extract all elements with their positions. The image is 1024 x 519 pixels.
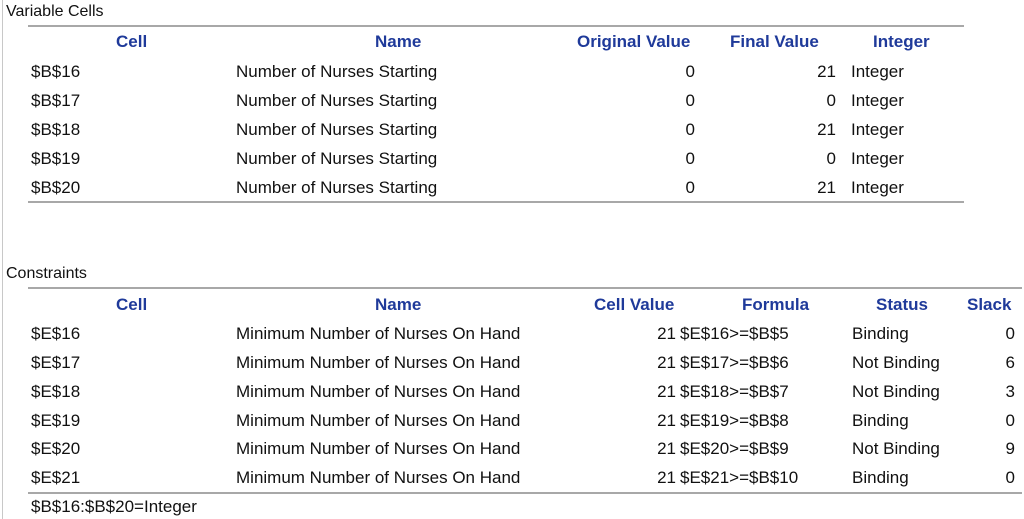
c-cell-value: 21 [657,382,676,401]
c-formula: $E$20>=$B$9 [680,439,789,458]
vc-final-value: 21 [817,62,836,81]
c-cell: $E$21 [31,468,81,487]
c-formula: $E$21>=$B$10 [680,468,799,487]
c-formula: $E$16>=$B$5 [680,324,789,343]
vc-final-value: 0 [826,91,836,110]
c-header-status: Status [876,295,928,314]
constraints-title: Constraints [6,265,87,282]
vc-original-value: 0 [685,120,695,139]
vc-cell: $B$16 [31,62,81,81]
c-cell: $E$20 [31,439,81,458]
c-formula: $E$17>=$B$6 [680,353,789,372]
constraint-row [0,352,1024,381]
c-cell-value: 21 [657,353,676,372]
vc-integer: Integer [851,91,904,110]
variable-cell-row [0,119,1024,148]
vc-original-value: 0 [685,149,695,168]
c-status: Not Binding [852,382,940,401]
c-name: Minimum Number of Nurses On Hand [236,382,521,401]
constraint-row [0,410,1024,439]
vc-cell: $B$18 [31,120,81,139]
c-formula: $E$18>=$B$7 [680,382,789,401]
vc-header-name: Name [375,32,422,51]
c-cell-value: 21 [657,439,676,458]
vc-name: Number of Nurses Starting [236,62,438,81]
vc-original-value: 0 [685,91,695,110]
c-status: Binding [852,411,909,430]
c-name: Minimum Number of Nurses On Hand [236,439,521,458]
c-header-name: Name [375,295,422,314]
c-cell: $E$17 [31,353,81,372]
c-slack: 3 [1005,382,1015,401]
integer-constraint-note: $B$16:$B$20=Integer [31,497,197,516]
c-slack: 0 [1005,468,1015,487]
c-cell: $E$18 [31,382,81,401]
vc-cell: $B$19 [31,149,81,168]
constraint-row [0,381,1024,410]
vc-cell: $B$20 [31,178,81,197]
c-status: Binding [852,324,909,343]
constraint-row [0,323,1024,352]
c-name: Minimum Number of Nurses On Hand [236,411,521,430]
vc-header-original-value: Original Value [577,32,691,51]
c-cell-value: 21 [657,411,676,430]
c-name: Minimum Number of Nurses On Hand [236,353,521,372]
vc-original-value: 0 [685,62,695,81]
c-header-cell: Cell [116,295,148,314]
constraints-bottom-rule [28,492,1022,494]
vc-name: Number of Nurses Starting [236,178,438,197]
vc-name: Number of Nurses Starting [236,91,438,110]
vc-header-cell: Cell [116,32,148,51]
c-cell-value: 21 [657,324,676,343]
vc-integer: Integer [851,149,904,168]
c-slack: 0 [1005,324,1015,343]
variable-cells-title: Variable Cells [6,3,104,20]
vc-header-final-value: Final Value [730,32,819,51]
vc-integer: Integer [851,62,904,81]
vc-integer: Integer [851,120,904,139]
c-status: Not Binding [852,439,940,458]
vc-final-value: 0 [826,149,836,168]
c-cell: $E$16 [31,324,81,343]
c-slack: 0 [1005,411,1015,430]
c-name: Minimum Number of Nurses On Hand [236,324,521,343]
vc-original-value: 0 [685,178,695,197]
variable-cells-top-rule [28,25,964,27]
vc-header-integer: Integer [873,32,930,51]
c-header-slack: Slack [967,295,1012,314]
c-cell: $E$19 [31,411,81,430]
vc-integer: Integer [851,178,904,197]
variable-cell-row [0,148,1024,177]
c-cell-value: 21 [657,468,676,487]
vc-final-value: 21 [817,120,836,139]
variable-cell-row [0,61,1024,90]
vc-cell: $B$17 [31,91,81,110]
variable-cell-row [0,90,1024,119]
vc-name: Number of Nurses Starting [236,149,438,168]
c-status: Binding [852,468,909,487]
constraint-row [0,438,1024,467]
variable-cells-bottom-rule [28,201,964,203]
c-slack: 6 [1005,353,1015,372]
c-header-formula: Formula [742,295,810,314]
vc-final-value: 21 [817,178,836,197]
constraints-top-rule [28,287,1022,289]
vc-name: Number of Nurses Starting [236,120,438,139]
c-header-cell-value: Cell Value [594,295,675,314]
c-formula: $E$19>=$B$8 [680,411,789,430]
c-status: Not Binding [852,353,940,372]
c-name: Minimum Number of Nurses On Hand [236,468,521,487]
c-slack: 9 [1005,439,1015,458]
